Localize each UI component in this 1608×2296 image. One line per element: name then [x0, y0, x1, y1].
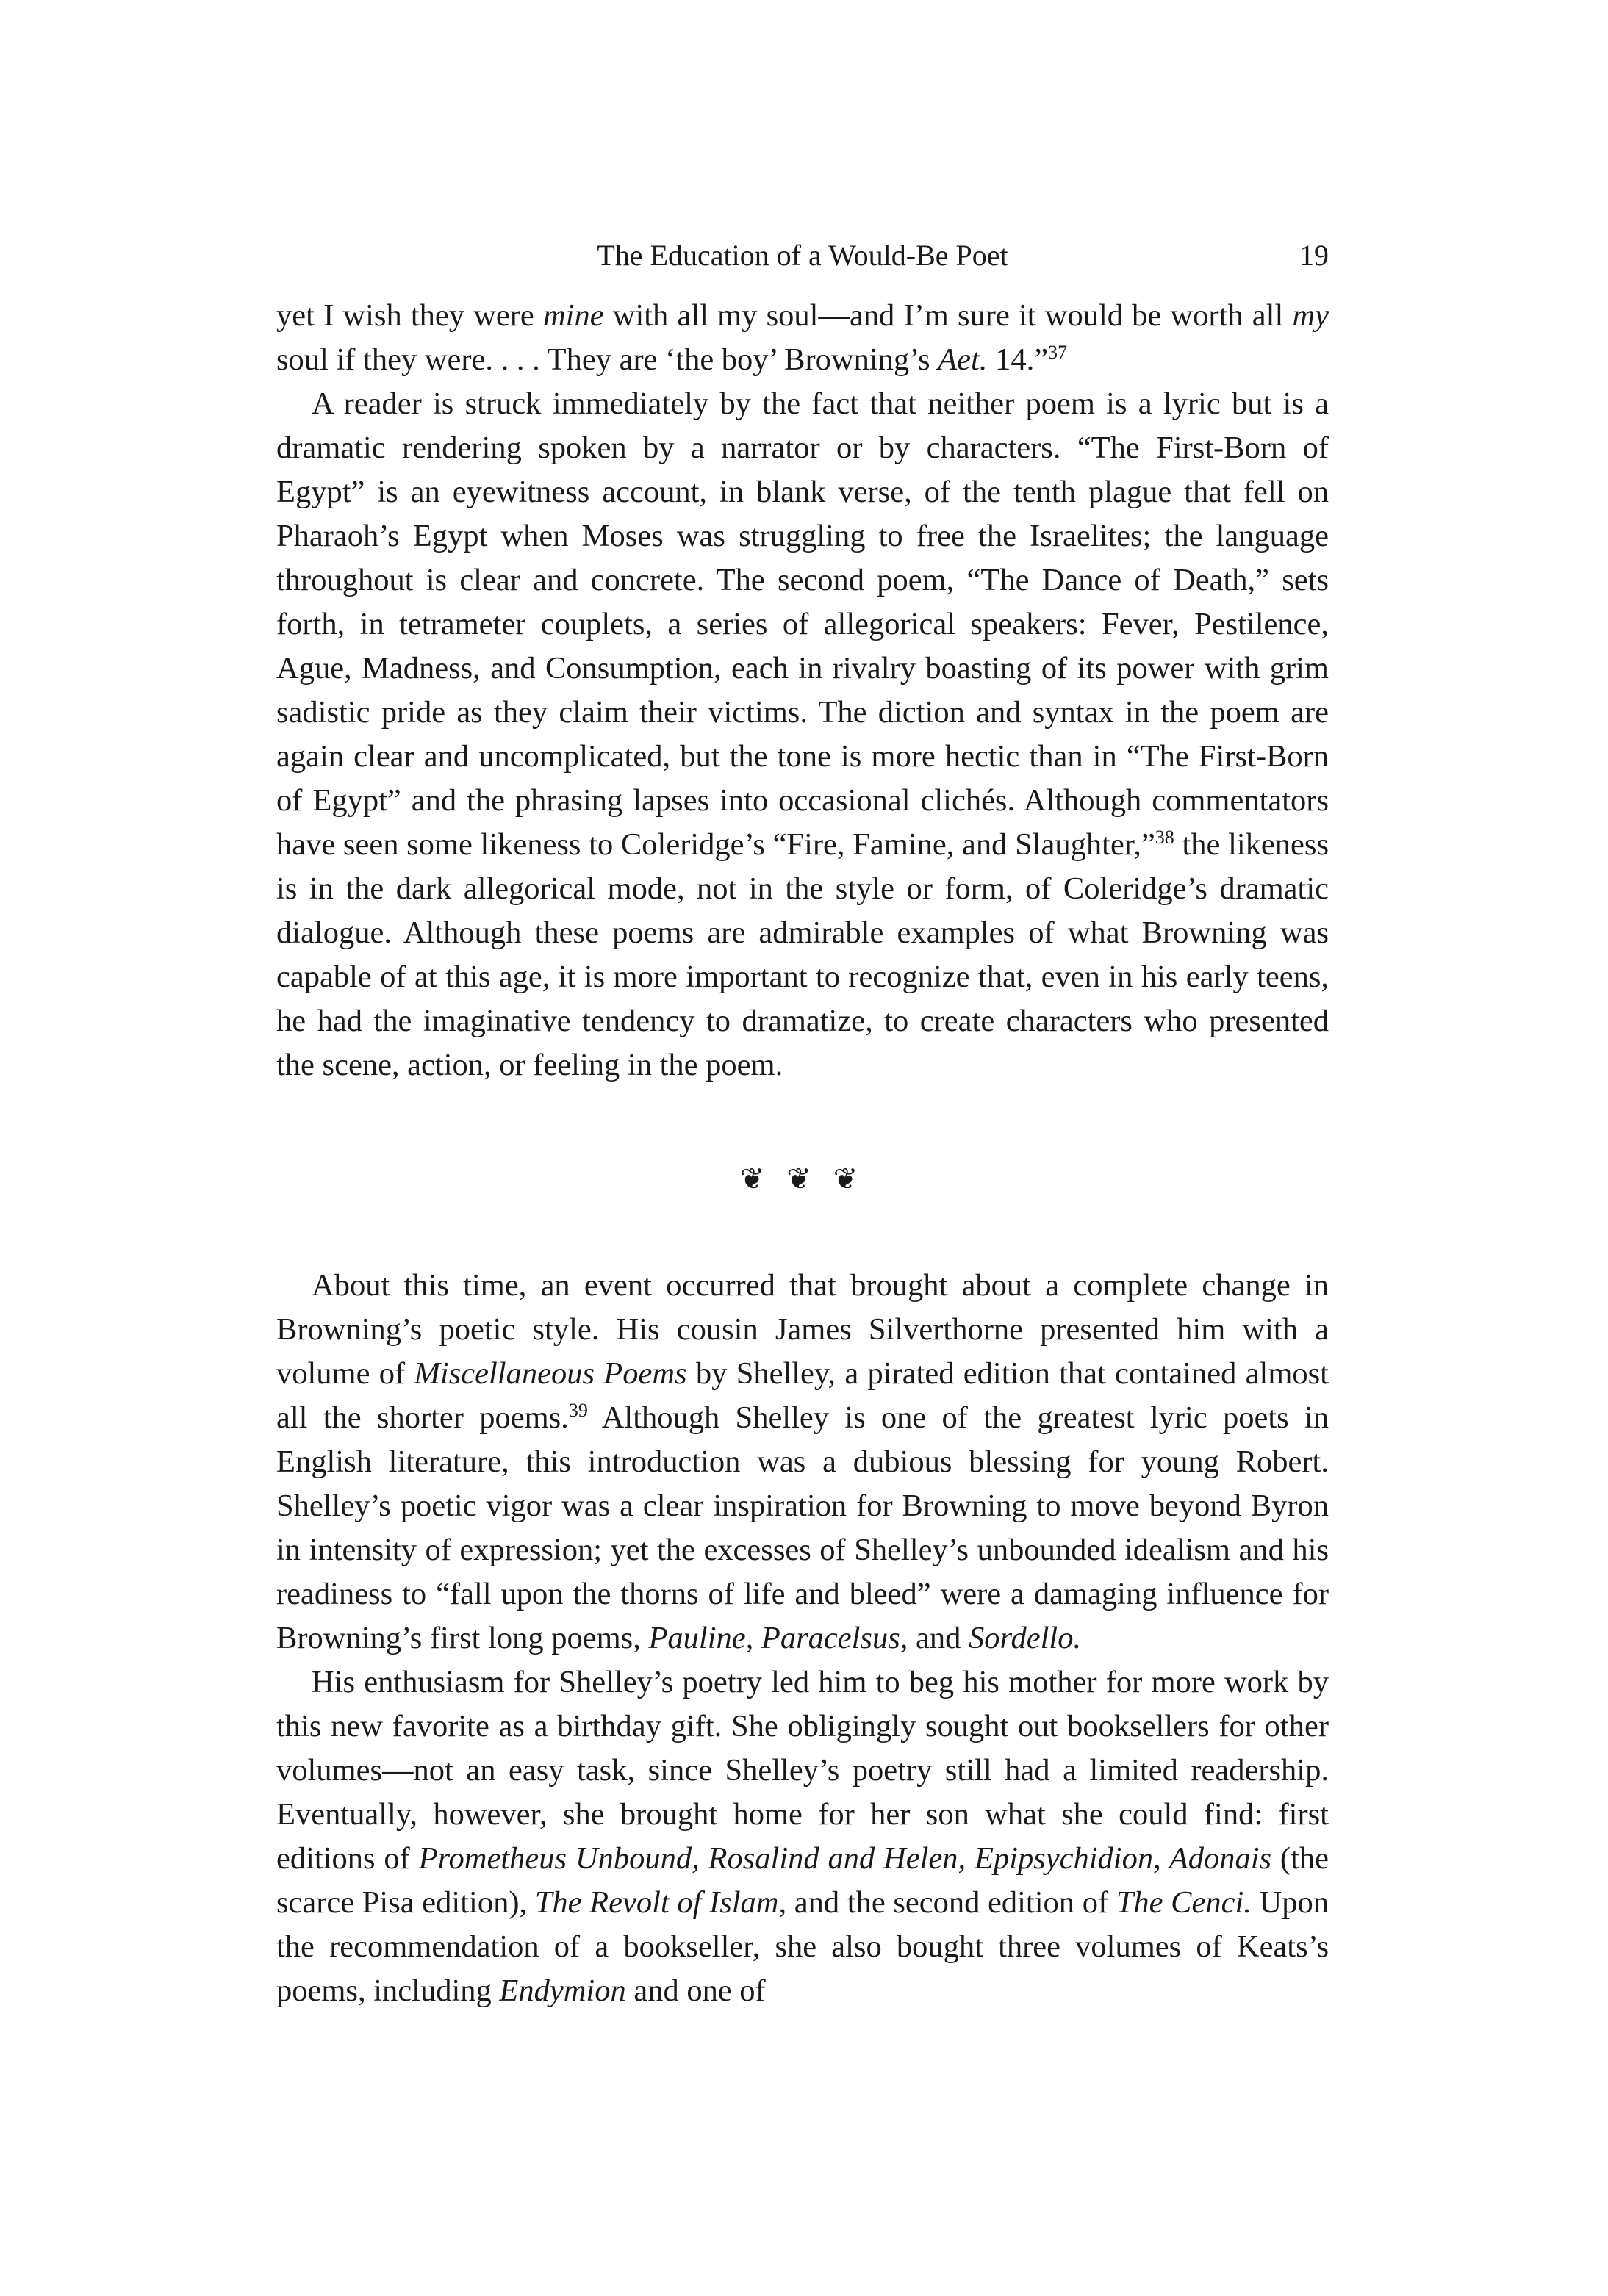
italic-run: The Cenci.: [1116, 1885, 1252, 1920]
text-run: yet I wish they were: [276, 298, 543, 333]
running-head: The Education of a Would-Be Poet: [597, 239, 1008, 272]
italic-run: my: [1292, 298, 1329, 333]
italic-run: The Revolt of Islam,: [534, 1885, 787, 1920]
italic-run: Miscellaneous Poems: [414, 1356, 687, 1391]
page-number: 19: [1299, 239, 1329, 272]
italic-run: Pauline, Paracelsus,: [648, 1621, 908, 1655]
body-text: [276, 294, 1329, 2013]
italic-run: Sordello.: [969, 1621, 1082, 1655]
italic-run: mine: [542, 298, 604, 333]
italic-run: Endymion: [499, 1973, 626, 2008]
text-run: Although Shelley is one of the greatest lyric poets in English literature, this introduction was a dubious blessing for young Robert. Shelley’s poetic vigor was a clear inspiration for Browning to move beyond Byron in intensity of expression; yet the excesses of Shelley’s unbounded idealism and his readiness to “fall upon the thorns of life and bleed” were a damaging influence for Browning’s first long poems,: [276, 1400, 1329, 1655]
text-run: and one of: [625, 1973, 766, 2008]
text-run: with all my soul—and I’m sure it would be worth all: [603, 298, 1293, 333]
paragraph-1: [276, 294, 1329, 382]
text-run: 14.”: [987, 342, 1049, 377]
text-run: Upon the recommendation of a bookseller, she also bought three volumes of Keats’s poems, including: [276, 1885, 1329, 2008]
paragraph-2: [276, 382, 1329, 1087]
page-header: [276, 234, 1329, 278]
footnote-ref-37: 37: [1048, 341, 1068, 363]
text-run: A reader is struck immediately by the fact that neither poem is a lyric but is a dramatic rendering spoken by a narrator or by characters. “The First-Born of Egypt” is an eyewitness account, in blank verse, of the tenth plague that fell on Pharaoh’s Egypt when Moses was struggling to free the Israelites; the language throughout is clear and concrete. The second poem, “The Dance of Death,” sets forth, in tetrameter couplets, a series of allegorical speakers: Fever, Pestilence, Ague, Madness, and Consumption, each in rivalry boasting of its power with grim sadistic pride as they claim their victims. The diction and syntax in the poem are again clear and uncomplicated, but the tone is more hectic than in “The First-Born of Egypt” and the phrasing lapses into occasional clichés. Although commentators have seen some likeness to Coleridge’s “Fire, Famine, and Slaughter,”: [276, 386, 1329, 862]
section-break-ornament: ❦ ❦ ❦: [739, 1162, 866, 1195]
paragraph-3: [276, 1264, 1329, 1660]
text-run: by Shelley, a pirated edition that contained almost all the shorter poems.: [276, 1356, 1329, 1435]
text-run: and the second edition of: [786, 1885, 1116, 1920]
footnote-ref-39: 39: [568, 1399, 588, 1421]
paragraph-4: [276, 1660, 1329, 2013]
text-run: (the scarce Pisa edition),: [276, 1841, 1329, 1920]
text-run: His enthusiasm for Shelley’s poetry led him to beg his mother for more work by this new favorite as a birthday gift. She obligingly sought out booksellers for other volumes—not an easy task, since Shelley’s poetry still had a limited readership. Eventually, however, she brought home for her son what she could find: first editions of: [276, 1665, 1329, 1876]
text-run: soul if they were. . . . They are ‘the boy’ Browning’s: [276, 342, 938, 377]
footnote-ref-38: 38: [1155, 826, 1174, 848]
text-run: and: [908, 1621, 969, 1655]
text-run: About this time, an event occurred that brought about a complete change in Browning’s poetic style. His cousin James Silverthorne presented him with a volume of: [276, 1268, 1329, 1391]
text-run: the likeness is in the dark allegorical mode, not in the style or form, of Coleridge’s dramatic dialogue. Although these poems are admirable examples of what Browning was capable of at this age, it is more important to recognize that, even in his early teens, he had the imaginative tendency to dramatize, to create characters who presented the scene, action, or feeling in the poem.: [276, 827, 1329, 1082]
italic-run: Aet.: [938, 342, 988, 377]
italic-run: Prometheus Unbound, Rosalind and Helen, Epipsychidion, Adonais: [418, 1841, 1272, 1876]
